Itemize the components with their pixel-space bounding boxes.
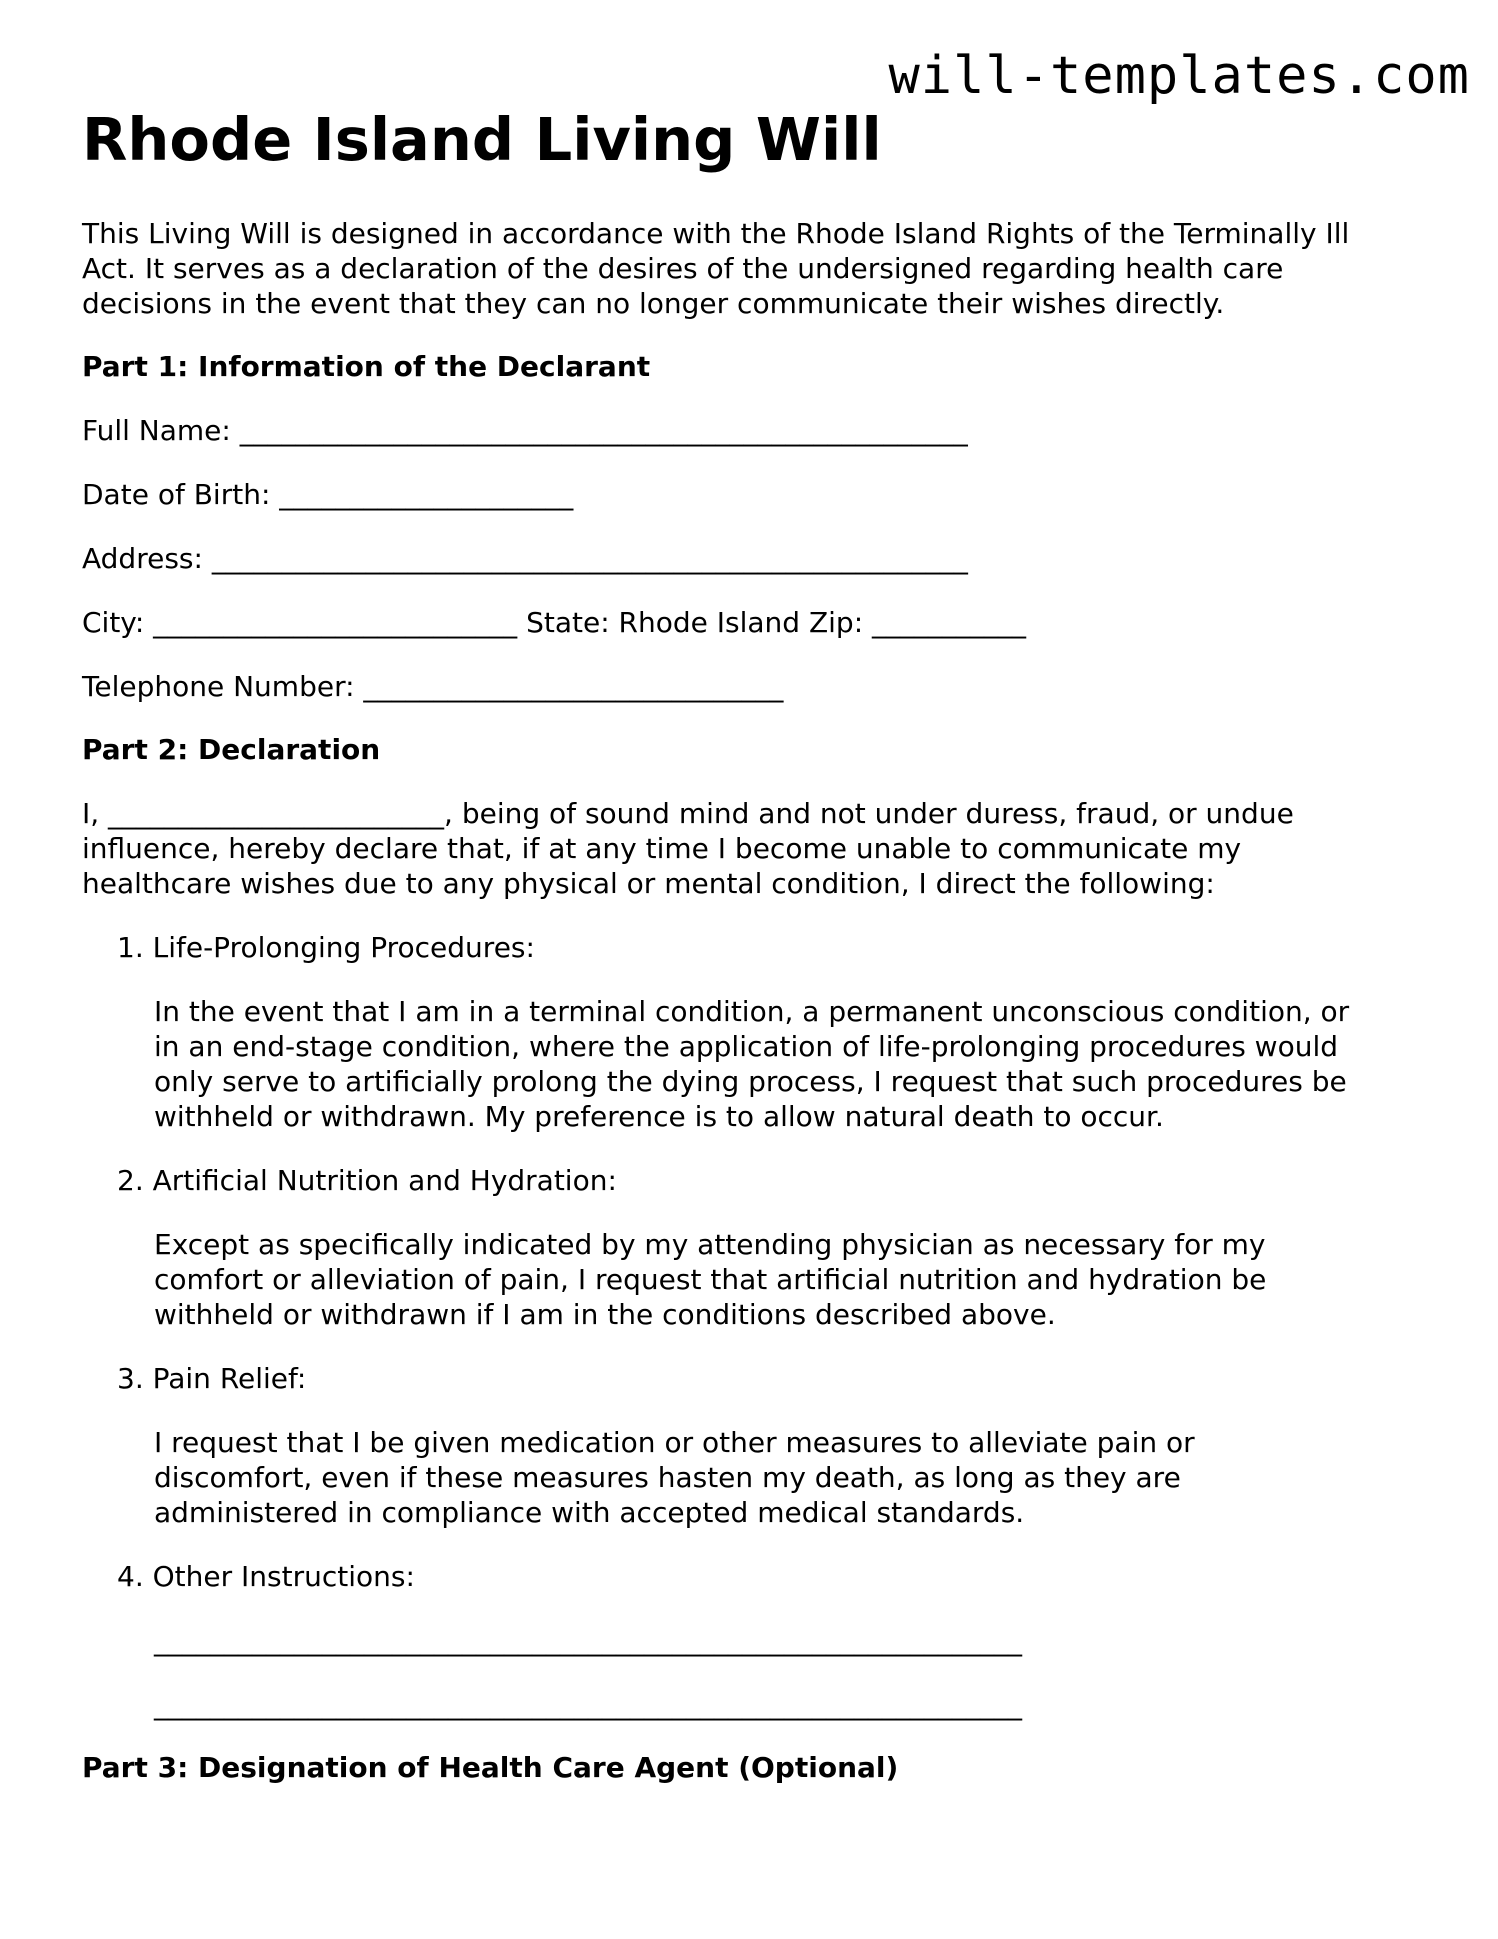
document-page <box>82 104 1416 1785</box>
item-body-line: administered in compliance with accepted medical standards. <box>154 1496 1025 1529</box>
part2-heading: Part 2: Declaration <box>82 733 381 766</box>
item-pain-relief-body <box>82 1425 1416 1530</box>
item-body-line: In the event that I am in a terminal condition, a permanent unconscious condition, or <box>154 995 1350 1028</box>
declaration-line: healthcare wishes due to any physical or mental condition, I direct the following: <box>82 867 1215 900</box>
city-state-zip-field[interactable]: City: __________________________ State: Rhode Island Zip: ___________ <box>82 606 1027 639</box>
other-instructions-line-1[interactable]: ______________________________________________________________ <box>154 1624 1022 1657</box>
item-body-line: I request that I be given medication or other measures to alleviate pain or <box>154 1426 1195 1459</box>
item-body-line: only serve to artificially prolong the dying process, I request that such procedures be <box>154 1065 1347 1098</box>
part3-heading: Part 3: Designation of Health Care Agent (Optional) <box>82 1751 899 1784</box>
item-body-line: comfort or alleviation of pain, I request that artificial nutrition and hydration be <box>154 1263 1267 1296</box>
item-body-line: discomfort, even if these measures hasten my death, as long as they are <box>154 1461 1181 1494</box>
date-of-birth-field[interactable]: Date of Birth: _____________________ <box>82 478 574 511</box>
item-body-line: withheld or withdrawn if I am in the conditions described above. <box>154 1298 1056 1331</box>
site-watermark: will-templates.com <box>888 46 1470 106</box>
declaration-line: influence, hereby declare that, if at any time I become unable to communicate my <box>82 832 1242 865</box>
item-life-prolonging-body <box>82 994 1416 1134</box>
address-field[interactable]: Address: ______________________________________________________ <box>82 542 968 575</box>
intro-line: decisions in the event that they can no longer communicate their wishes directly. <box>82 287 1225 320</box>
other-instructions-line-2[interactable]: ______________________________________________________________ <box>154 1688 1022 1721</box>
item-life-prolonging-title: 1. Life-Prolonging Procedures: <box>117 931 535 964</box>
intro-line: Act. It serves as a declaration of the desires of the undersigned regarding health care <box>82 252 1284 285</box>
item-body-line: in an end-stage condition, where the application of life-prolonging procedures would <box>154 1030 1339 1063</box>
item-nutrition-body <box>82 1227 1416 1332</box>
item-body-line: withheld or withdrawn. My preference is to allow natural death to occur. <box>154 1100 1164 1133</box>
item-nutrition-title: 2. Artificial Nutrition and Hydration: <box>117 1164 617 1197</box>
intro-paragraph <box>82 216 1416 321</box>
part1-heading: Part 1: Information of the Declarant <box>82 350 651 383</box>
intro-line: This Living Will is designed in accordance with the Rhode Island Rights of the Terminally Ill <box>82 217 1350 250</box>
telephone-field[interactable]: Telephone Number: ______________________________ <box>82 670 784 703</box>
declaration-paragraph <box>82 796 1416 901</box>
declaration-line-name-field[interactable]: I, ________________________, being of sound mind and not under duress, fraud, or undue <box>82 797 1294 830</box>
item-body-line: Except as specifically indicated by my attending physician as necessary for my <box>154 1228 1266 1261</box>
document-title: Rhode Island Living Will <box>82 105 882 174</box>
item-other-instructions-title: 4. Other Instructions: <box>117 1560 415 1593</box>
full-name-field[interactable]: Full Name: ____________________________________________________ <box>82 414 968 447</box>
item-pain-relief-title: 3. Pain Relief: <box>117 1362 307 1395</box>
